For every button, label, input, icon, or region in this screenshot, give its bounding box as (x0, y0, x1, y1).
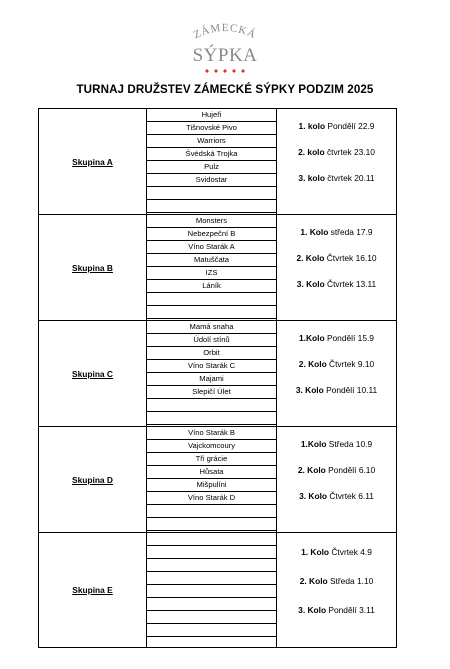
round-entry (277, 227, 396, 237)
round-entry (277, 279, 396, 289)
team-row (147, 572, 276, 585)
group-name: Skupina D (72, 474, 113, 485)
round-entry (277, 253, 396, 263)
group-name-cell (39, 321, 147, 426)
round-entry (277, 333, 396, 343)
round-entry (277, 576, 396, 586)
team-row (147, 559, 276, 572)
tournament-table (38, 108, 397, 648)
group-block (39, 215, 396, 321)
round-label: 1. kolo (298, 121, 326, 131)
round-date: Pondělí 3.11 (328, 605, 375, 615)
round-date: Čtvrtek 6.11 (329, 491, 374, 501)
team-row (147, 518, 276, 531)
team-row (147, 187, 276, 200)
team-row (147, 412, 276, 425)
round-entry (277, 605, 396, 615)
round-label: 3. Kolo (299, 491, 328, 501)
team-row: Slepičí Úlet (147, 386, 276, 399)
round-label: 2. Kolo (296, 253, 325, 263)
team-row: Švédská Trojka (147, 148, 276, 161)
round-entry (277, 147, 396, 157)
team-row (147, 598, 276, 611)
team-row (147, 399, 276, 412)
round-entry (277, 385, 396, 395)
team-row: Láník (147, 280, 276, 293)
round-date: Pondělí 6.10 (328, 465, 376, 475)
team-row: Vajckomcoury (147, 440, 276, 453)
round-date: Čtvrtek 4.9 (331, 547, 372, 557)
team-row: Víno Starák C (147, 360, 276, 373)
team-row: Mišpulíni (147, 479, 276, 492)
group-name: Skupina C (72, 368, 113, 379)
round-label: 2. Kolo (298, 359, 327, 369)
round-entry (277, 121, 396, 131)
team-row (147, 293, 276, 306)
round-label: 3. Kolo (298, 605, 327, 615)
group-block (39, 533, 396, 647)
team-row: Warriors (147, 135, 276, 148)
group-name-cell (39, 109, 147, 214)
team-row: Monsters (147, 215, 276, 228)
round-label: 1.Kolo (300, 439, 327, 449)
team-row: Tišnovské Pivo (147, 122, 276, 135)
team-row: Pulz (147, 161, 276, 174)
round-date: Čtvrtek 9.10 (329, 359, 375, 369)
team-row: IZS (147, 267, 276, 280)
round-date: Čtvrtek 13.11 (327, 279, 377, 289)
logo-line1: ZÁMECKÁ (191, 21, 259, 42)
team-row (147, 306, 276, 319)
round-date: Čtvrtek 16.10 (326, 253, 377, 263)
round-date: Pondělí 22.9 (327, 121, 375, 131)
round-label: 1. Kolo (301, 547, 330, 557)
round-label: 2. kolo (298, 147, 325, 157)
group-name: Skupina A (72, 156, 113, 167)
round-date: Středa 10.9 (328, 439, 373, 449)
logo-graphic (180, 14, 270, 78)
team-list (147, 533, 277, 647)
team-row: Orbit (147, 347, 276, 360)
team-row: Hujeři (147, 109, 276, 122)
round-date: středa 17.9 (330, 227, 373, 237)
team-row (147, 585, 276, 598)
group-block (39, 321, 396, 427)
group-block (39, 427, 396, 533)
round-label: 1.Kolo (299, 333, 325, 343)
zamecka-sypka-logo (0, 14, 450, 78)
round-date: čtvrtek 20.11 (327, 173, 375, 183)
group-name: Skupina B (72, 262, 113, 273)
round-label: 3. Kolo (295, 385, 324, 395)
team-row: Svidostar (147, 174, 276, 187)
round-label: 2. Kolo (297, 465, 326, 475)
round-entry (277, 491, 396, 501)
team-list (147, 109, 277, 214)
round-entry (277, 173, 396, 183)
round-schedule (277, 427, 396, 532)
round-label: 1. Kolo (300, 227, 329, 237)
team-row: Údolí stínů (147, 334, 276, 347)
round-schedule (277, 321, 396, 426)
page-title: TURNAJ DRUŽSTEV ZÁMECKÉ SÝPKY PODZIM 2025 (76, 83, 374, 96)
team-row (147, 624, 276, 637)
team-row: Nebezpeční B (147, 228, 276, 241)
round-label: 2. Kolo (299, 576, 328, 586)
round-date: Středa 1.10 (329, 576, 374, 586)
logo-line2: SÝPKA (192, 45, 258, 66)
round-schedule (277, 533, 396, 647)
round-entry (277, 547, 396, 557)
round-label: 3. kolo (298, 173, 325, 183)
team-row: Hůsata (147, 466, 276, 479)
group-name-cell (39, 533, 147, 647)
logo-diamonds (205, 69, 245, 73)
team-row: Víno Starák B (147, 427, 276, 440)
team-row (147, 546, 276, 559)
round-entry (277, 359, 396, 369)
group-name-cell (39, 427, 147, 532)
team-row (147, 611, 276, 624)
team-list (147, 215, 277, 320)
team-row: Tři grácie (147, 453, 276, 466)
group-name-cell (39, 215, 147, 320)
round-date: Pondělí 15.9 (326, 333, 374, 343)
team-row (147, 200, 276, 213)
round-schedule (277, 215, 396, 320)
team-row (147, 533, 276, 546)
team-row: Víno Starák A (147, 241, 276, 254)
team-row: Mamá snaha (147, 321, 276, 334)
round-entry (277, 439, 396, 449)
team-row: Víno Starák D (147, 492, 276, 505)
group-block (39, 109, 396, 215)
round-schedule (277, 109, 396, 214)
round-date: čtvrtek 23.10 (326, 147, 375, 157)
round-label: 3. Kolo (296, 279, 325, 289)
team-list (147, 427, 277, 532)
round-date: Pondělí 10.11 (326, 385, 378, 395)
team-row: Majami (147, 373, 276, 386)
team-row (147, 505, 276, 518)
team-row: Matuščata (147, 254, 276, 267)
round-entry (277, 465, 396, 475)
team-list (147, 321, 277, 426)
group-name: Skupina E (72, 585, 113, 595)
